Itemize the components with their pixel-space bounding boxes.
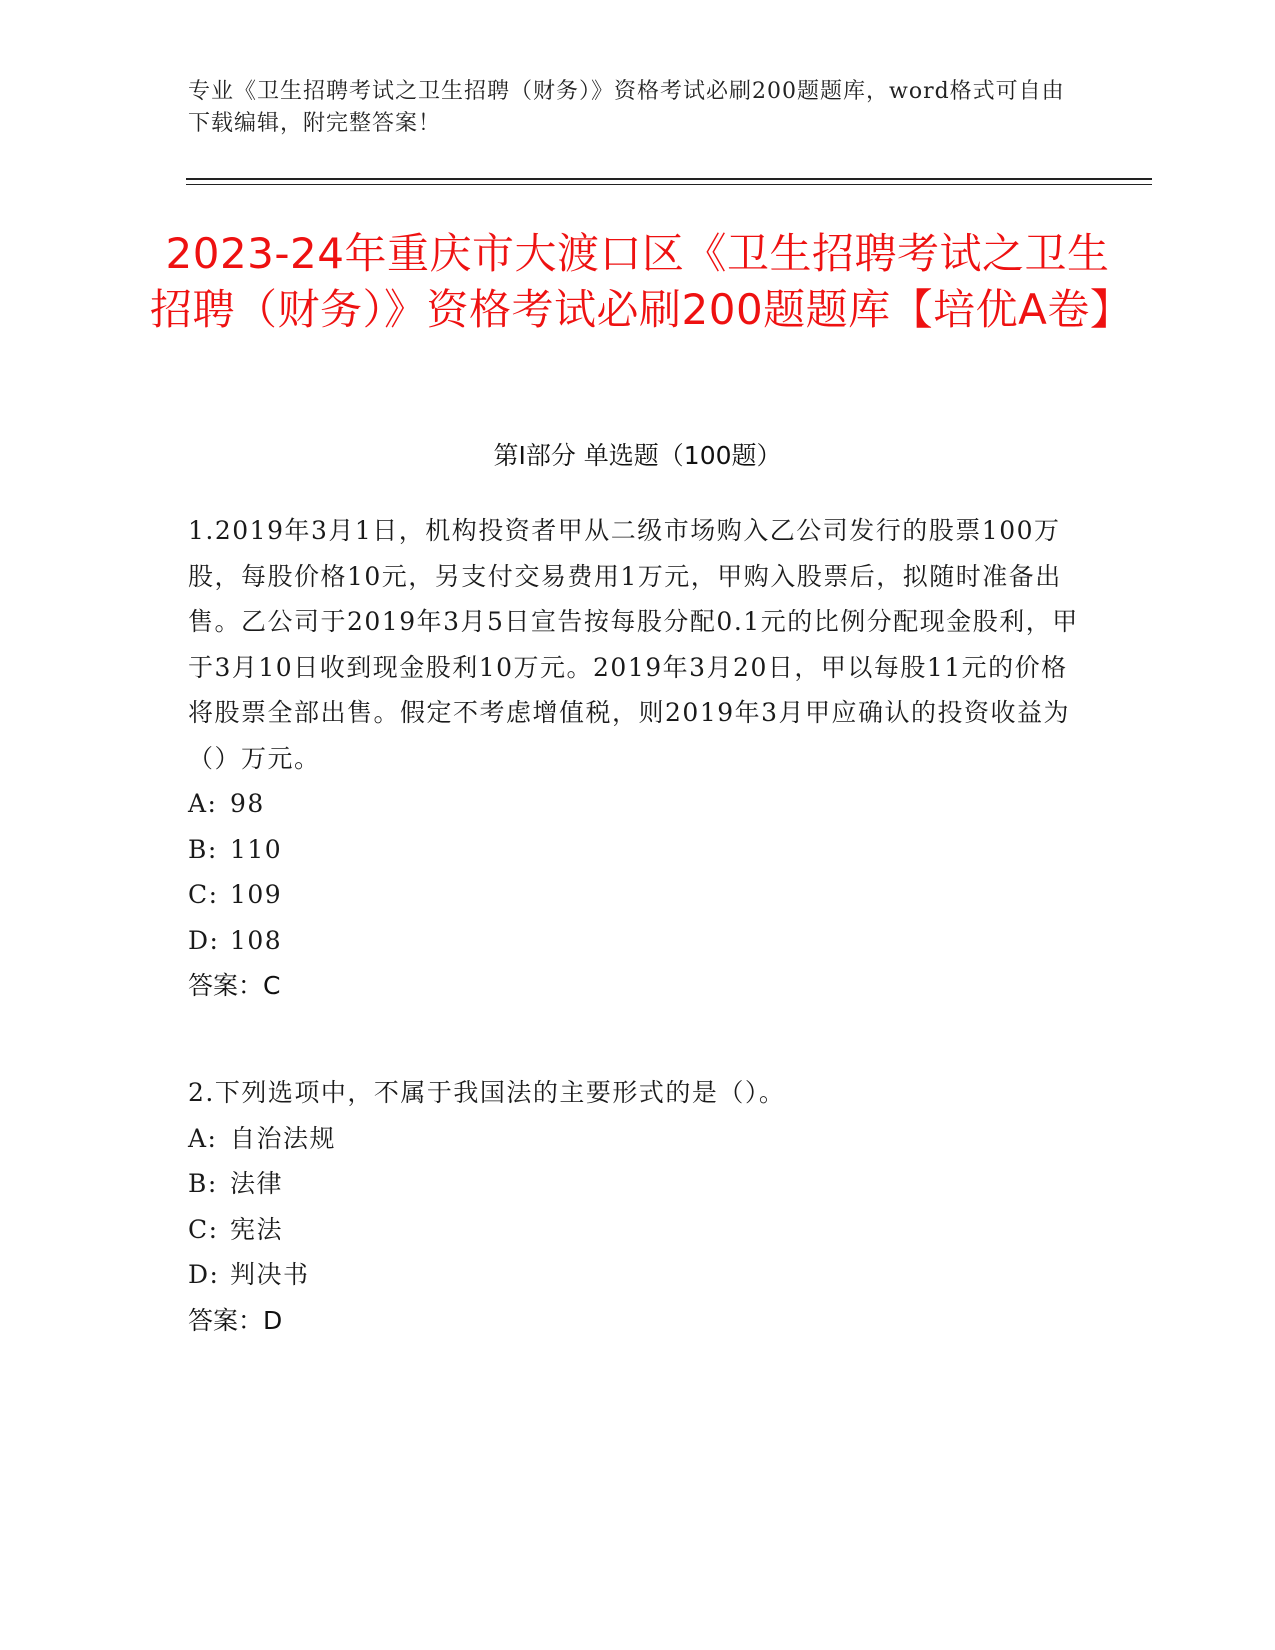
question-text: 1.2019年3月1日，机构投资者甲从二级市场购入乙公司发行的股票100万股，每股价格10元，另支付交易费用1万元，甲购入股票后，拟随时准备出售。乙公司于2019年3月5日宣告按每股分配0.1元的比例分配现金股利，甲于3月10日收到现金股利10万元。2019年3月20日，甲以每股11元的价格将股票全部出售。假定不考虑增值税，则2019年3月甲应确认的投资收益为（）万元。 (188, 516, 1079, 773)
option-letter: B: (188, 1169, 218, 1198)
option-c (188, 872, 1083, 918)
option-text: 自治法规 (230, 1123, 337, 1153)
option-b (188, 1161, 1083, 1207)
option-text: 98 (230, 789, 265, 818)
option-c (188, 1207, 1083, 1253)
question-2 (188, 1070, 1083, 1343)
option-text: 判决书 (230, 1260, 310, 1289)
option-d (188, 1252, 1083, 1298)
option-a (188, 781, 1083, 827)
header-divider-thick (186, 178, 1152, 180)
document-title: 2023-24年重庆市大渡口区《卫生招聘考试之卫生招聘（财务）》资格考试必刷200题题库【培优A卷】 (150, 229, 1133, 334)
option-text: 108 (230, 925, 283, 955)
header-note: 专业《卫生招聘考试之卫生招聘（财务）》资格考试必刷200题题库，word格式可自由下载编辑，附完整答案！ (188, 79, 1065, 136)
option-text: 法律 (230, 1169, 284, 1198)
option-b (188, 827, 1083, 873)
section-title: 第Ⅰ部分 单选题（100题） (493, 441, 782, 470)
option-letter: D: (188, 925, 220, 955)
question-1 (188, 508, 1083, 1009)
answer: 答案：C (188, 971, 281, 1000)
question-text: 2.下列选项中，不属于我国法的主要形式的是（）。 (188, 1078, 786, 1107)
option-text: 宪法 (230, 1214, 284, 1244)
option-text: 109 (230, 880, 283, 909)
option-letter: B: (188, 834, 218, 864)
option-a (188, 1116, 1083, 1162)
option-letter: A: (188, 789, 218, 818)
option-letter: C: (188, 1214, 219, 1244)
header-divider-thin (186, 184, 1152, 185)
option-text: 110 (230, 834, 283, 864)
option-letter: A: (188, 1123, 218, 1153)
option-letter: D: (188, 1260, 220, 1289)
answer: 答案：D (188, 1305, 283, 1335)
option-letter: C: (188, 880, 219, 909)
option-d (188, 918, 1083, 964)
